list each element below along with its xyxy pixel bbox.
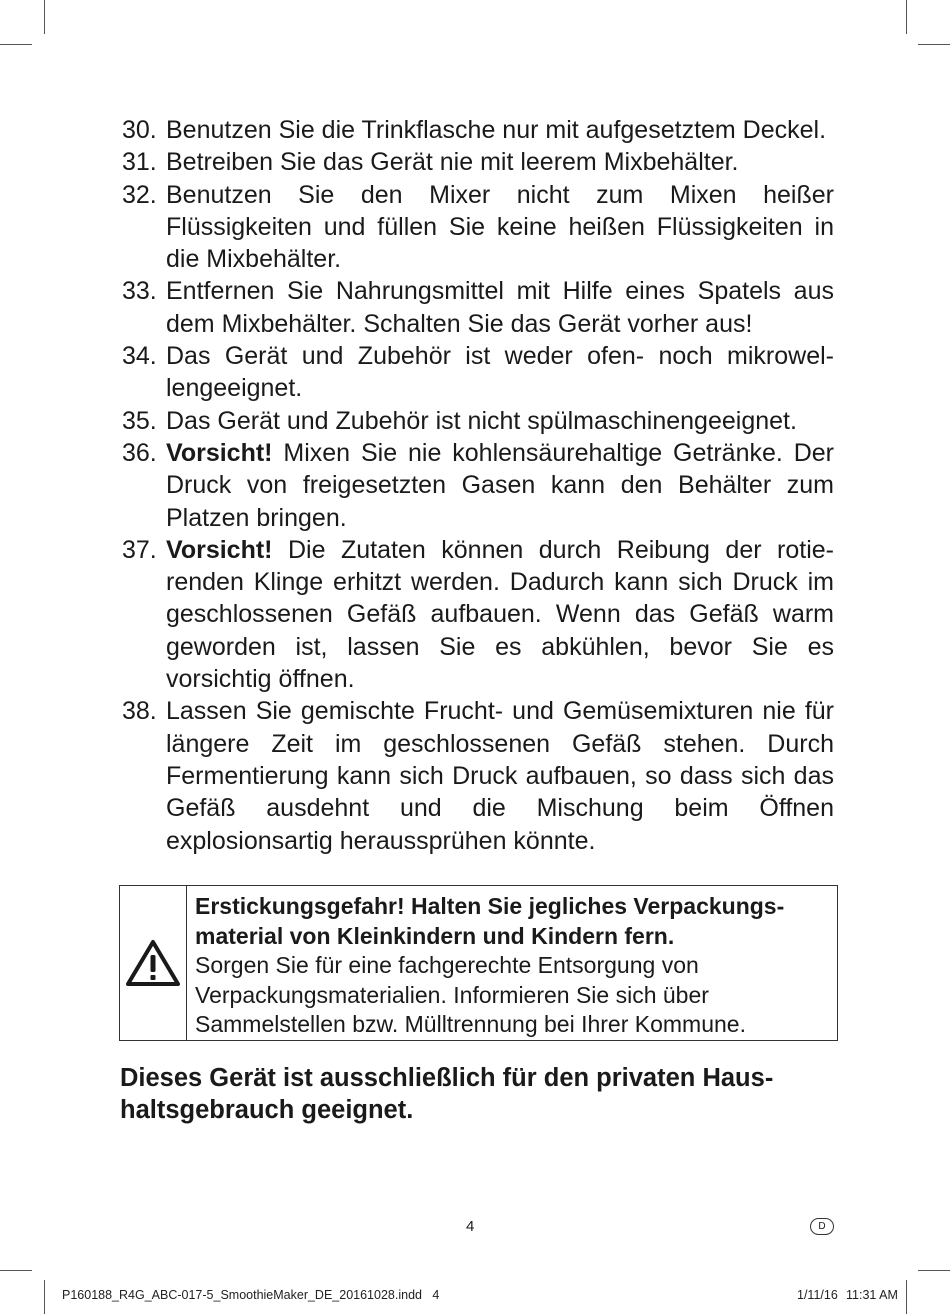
caution-label: Vorsicht! bbox=[166, 535, 273, 564]
safety-instructions-list bbox=[122, 114, 834, 857]
item-text: Lassen Sie gemischte Frucht- und Gemüsemixturen nie für längere Zeit im geschlossenen Gefäß stehen. Durch Fermentierung kann sich Druck aufbauen, so dass sich das Gefäß ausdehnt und die Mischung beim Öffnen explosionsartig heraussprühen könnte. bbox=[166, 697, 834, 855]
list-item bbox=[122, 340, 834, 405]
list-item bbox=[122, 405, 834, 437]
warning-triangle-icon bbox=[125, 938, 181, 988]
item-number: 35. bbox=[122, 406, 157, 435]
crop-mark bbox=[906, 0, 907, 34]
crop-mark bbox=[0, 1270, 32, 1271]
page-number: 4 bbox=[466, 1218, 475, 1235]
item-text-rest: Mixen Sie nie kohlensäurehaltige Getränke. Der Druck von freigesetzten Gasen kann den Behälter zum Platzen bringen. bbox=[166, 438, 834, 532]
item-number: 32. bbox=[122, 180, 157, 209]
list-item bbox=[122, 179, 834, 276]
item-number: 33. bbox=[122, 277, 157, 306]
caution-label: Vorsicht! bbox=[166, 438, 273, 467]
household-use-note: Dieses Gerät ist ausschließlich für den privaten Haushaltsgebrauch geeignet. bbox=[120, 1064, 774, 1124]
item-text: Benutzen Sie den Mixer nicht zum Mixen heißer Flüssigkeiten und füllen Sie keine heißen Flüssigkeiten in die Mixbehälter. bbox=[166, 180, 834, 274]
choking-warning-box bbox=[119, 885, 838, 1041]
item-text-rest: Die Zutaten können durch Reibung der rotierenden Klinge erhitzt werden. Dadurch kann sich Druck im geschlossenen Gefäß aufbauen. Wenn das Gefäß warm geworden ist, lassen Sie es abkühlen, bevor Sie es vorsichtig öffnen. bbox=[166, 535, 834, 694]
item-text: Das Gerät und Zubehör ist nicht spülmaschinengeeignet. bbox=[166, 406, 797, 435]
slug-filename: P160188_R4G_ABC-017-5_SmoothieMaker_DE_20161028.indd 4 bbox=[62, 1288, 440, 1302]
list-item bbox=[122, 534, 834, 695]
crop-mark bbox=[906, 1280, 907, 1314]
crop-mark bbox=[918, 1270, 950, 1271]
list-item bbox=[122, 146, 834, 178]
list-item bbox=[122, 695, 834, 856]
slug-time: 11:31 AM bbox=[846, 1288, 898, 1302]
item-number: 36. bbox=[122, 438, 157, 467]
warning-text bbox=[187, 886, 837, 1040]
slug-date: 1/11/16 bbox=[797, 1288, 838, 1302]
item-number: 30. bbox=[122, 116, 157, 144]
list-item bbox=[122, 114, 834, 146]
language-badge: D bbox=[810, 1218, 834, 1235]
item-number: 34. bbox=[122, 342, 157, 371]
item-text: Betreiben Sie das Gerät nie mit leerem Mixbehälter. bbox=[166, 148, 739, 177]
warning-body: Sorgen Sie für eine fachgerechte Entsorgung von Verpackungsmaterialien. Informieren Sie sich über Sammelstellen bzw. Mülltrennung bei Ihrer Kommune. bbox=[195, 952, 746, 1037]
warning-heading: Erstickungsgefahr! Halten Sie jegliches Verpackungsmaterial von Kleinkindern und Kindern fern. bbox=[195, 893, 785, 949]
crop-mark bbox=[918, 44, 950, 45]
item-text: Das Gerät und Zubehör ist weder ofen- noch mikrowellengeeignet. bbox=[166, 342, 834, 403]
crop-mark bbox=[44, 0, 45, 34]
crop-mark bbox=[0, 44, 32, 45]
item-text bbox=[166, 437, 834, 534]
item-number: 31. bbox=[122, 148, 157, 177]
item-number: 37. bbox=[122, 535, 157, 564]
crop-mark bbox=[44, 1280, 45, 1314]
item-number: 38. bbox=[122, 697, 157, 726]
item-text: Benutzen Sie die Trinkflasche nur mit aufgesetztem Deckel. bbox=[166, 116, 827, 144]
item-text bbox=[166, 534, 834, 695]
item-text: Entfernen Sie Nahrungsmittel mit Hilfe eines Spatels aus dem Mixbehälter. Schalten Sie das Gerät vorher aus! bbox=[166, 277, 834, 338]
list-item bbox=[122, 437, 834, 534]
list-item bbox=[122, 275, 834, 340]
warning-icon-cell bbox=[120, 886, 187, 1040]
